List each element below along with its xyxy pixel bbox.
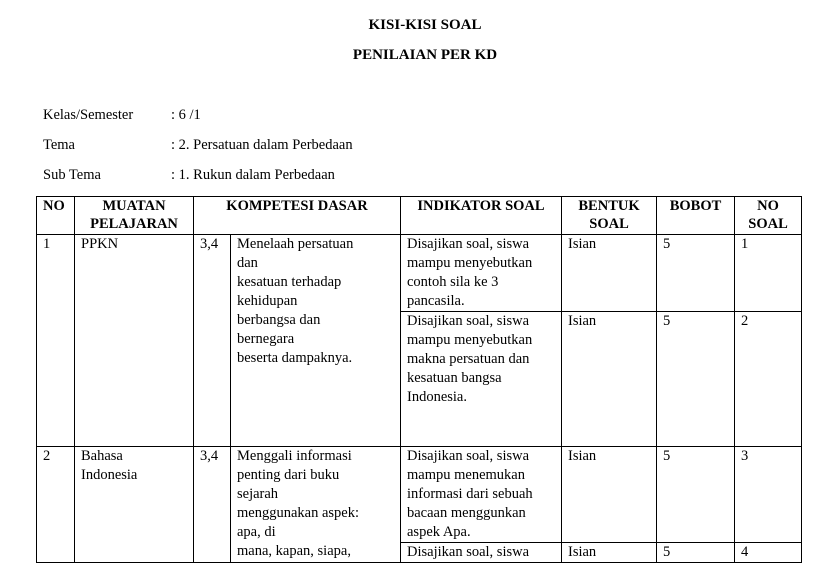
meta-value: : 6 /1 [171,107,201,123]
header-muatan: MUATAN PELAJARAN [75,197,194,235]
meta-label: Kelas/Semester [43,107,134,123]
header-no: NO [37,197,75,235]
cell-bentuk: Isian [562,235,657,312]
meta-label: Tema [43,137,75,153]
header-bobot: BOBOT [657,197,735,235]
cell-muatan: Bahasa Indonesia [75,447,194,563]
cell-kd-no: 3,4 [194,447,231,563]
header-no-soal: NO SOAL [735,197,802,235]
cell-bobot: 5 [657,543,735,563]
cell-indikator: Disajikan soal, siswa [401,543,562,563]
meta-kelas [43,107,201,124]
cell-indikator: Disajikan soal, siswa mampu menemukan informasi dari sebuah bacaan menggunkan aspek Apa. [401,447,562,543]
meta-subtema [43,167,335,184]
cell-no: 2 [37,447,75,563]
kisi-kisi-table [36,196,802,563]
document-title: KISI-KISI SOAL [368,17,482,33]
cell-no-soal: 3 [735,447,802,543]
cell-kd-no: 3,4 [194,235,231,447]
cell-indikator: Disajikan soal, siswa mampu menyebutkan makna persatuan dan kesatuan bangsa Indonesia. [401,312,562,447]
header-bentuk: BENTUK SOAL [562,197,657,235]
meta-value: : 1. Rukun dalam Perbedaan [171,167,335,183]
meta-value: : 2. Persatuan dalam Perbedaan [171,137,353,153]
cell-kd: Menggali informasi penting dari buku sejarah menggunakan aspek: apa, di mana, kapan, siapa, [231,447,401,563]
meta-tema [43,137,353,154]
cell-bobot: 5 [657,235,735,312]
cell-no: 1 [37,235,75,447]
cell-no-soal: 1 [735,235,802,312]
cell-muatan: PPKN [75,235,194,447]
cell-bobot: 5 [657,312,735,447]
cell-bentuk: Isian [562,312,657,447]
cell-indikator: Disajikan soal, siswa mampu menyebutkan contoh sila ke 3 pancasila. [401,235,562,312]
cell-bentuk: Isian [562,447,657,543]
header-kd: KOMPETESI DASAR [194,197,401,235]
meta-label: Sub Tema [43,167,101,183]
header-indikator: INDIKATOR SOAL [401,197,562,235]
header-row [37,197,802,235]
cell-bentuk: Isian [562,543,657,563]
cell-no-soal: 4 [735,543,802,563]
cell-kd: Menelaah persatuan dan kesatuan terhadap kehidupan berbangsa dan bernegara beserta dampaknya. [231,235,401,447]
cell-bobot: 5 [657,447,735,543]
table-row [37,447,802,543]
cell-no-soal: 2 [735,312,802,447]
document-subtitle: PENILAIAN PER KD [352,47,498,63]
table-row [37,235,802,312]
